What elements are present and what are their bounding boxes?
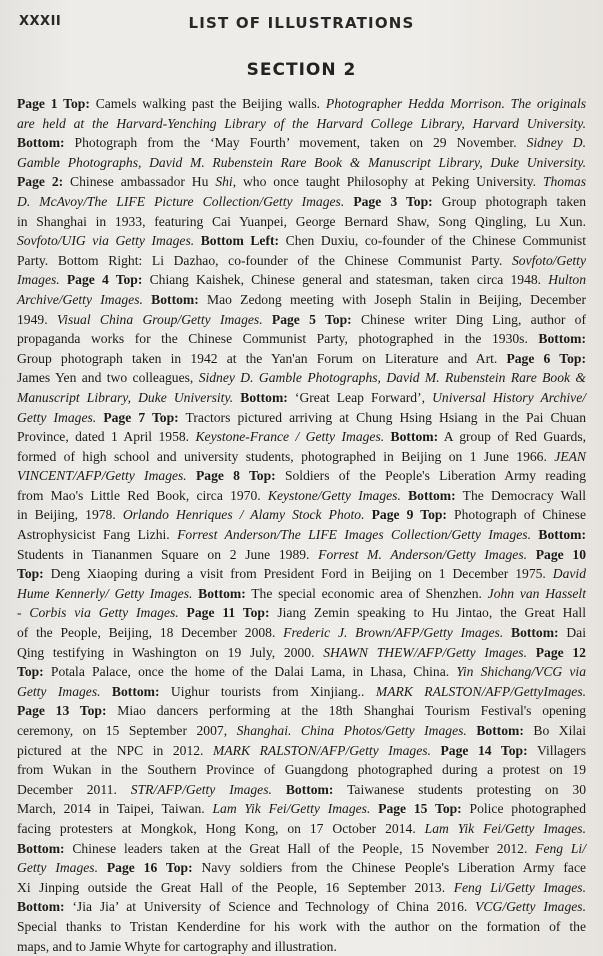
page-label: Bottom: xyxy=(17,135,65,151)
photo-credit: Keystone/Getty Images. xyxy=(267,487,401,503)
text-line xyxy=(17,643,586,663)
photo-credit: Frederic J. Brown/AFP/Getty Images. xyxy=(283,625,504,641)
caption-text xyxy=(527,547,536,562)
text-line xyxy=(17,447,586,467)
text-line xyxy=(17,603,586,623)
caption-text: Photograph of Chinese xyxy=(446,507,587,523)
page-label: Top: xyxy=(17,566,44,582)
text-line xyxy=(17,486,586,506)
page-header xyxy=(17,14,586,36)
text-line xyxy=(17,310,586,330)
photo-credit: Archive/Getty Images. xyxy=(17,291,143,307)
text-line xyxy=(17,153,586,173)
photo-credit: MARK RALSTON/AFP/GettyImages. xyxy=(375,683,587,699)
photo-credit: David xyxy=(552,566,586,582)
caption-text: Xi Jinping outside the Great Hall of the People, 16 September 2013. xyxy=(17,879,454,895)
text-line xyxy=(17,741,586,761)
caption-text: ‘Jia Jia’ at University of Science and Technology of China 2016. xyxy=(64,899,476,915)
page-label: Bottom: xyxy=(538,331,586,347)
photo-credit: Keystone-France / Getty Images. xyxy=(195,429,385,445)
photo-credit: Lam Yik Fei/Getty Images. xyxy=(424,820,586,836)
photo-credit: MARK RALSTON/AFP/Getty Images. xyxy=(213,742,431,758)
caption-text: December 2011. xyxy=(17,781,131,797)
photo-credit: Thomas xyxy=(542,174,586,190)
photo-credit: Manuscript Library, Duke University. xyxy=(17,389,234,405)
page-label: Page 16 Top: xyxy=(106,860,193,876)
page-label: Page 9 Top: xyxy=(371,507,447,523)
page-label: Bottom: xyxy=(285,781,334,797)
caption-text: Taiwanese students protesting on 30 xyxy=(333,781,587,797)
caption-text: Group photograph taken in 1942 at the Yan'an Forum on Literature and Art. xyxy=(17,350,507,366)
text-line xyxy=(17,799,586,819)
caption-text: , who once taught Philosophy at Peking University. xyxy=(232,174,543,190)
caption-text: Special thanks to Tristan Kenderdine for his work with the author on the formation of the xyxy=(17,918,586,934)
photo-credit: Getty Images. xyxy=(17,860,98,876)
photo-credit: VINCENT/AFP/Getty Images. xyxy=(17,468,187,484)
caption-text: Navy soldiers from the Chinese People's Liberation Army face xyxy=(192,860,587,876)
text-line xyxy=(17,427,586,447)
text-line xyxy=(17,545,586,565)
text-line xyxy=(17,858,586,878)
text-line xyxy=(17,878,586,898)
caption-text xyxy=(143,292,151,307)
caption-text xyxy=(60,272,67,287)
caption-text: Qing testifying in Washington on 19 July, 2000. xyxy=(17,644,324,660)
text-line xyxy=(17,388,586,408)
photo-credit: Photographer Hedda Morrison. The originals xyxy=(325,96,587,111)
photo-credit: Sovfoto/UIG via Getty Images. xyxy=(17,233,195,249)
page-label: Bottom: xyxy=(390,429,439,445)
photo-credit: Forrest M. Anderson/Getty Images. xyxy=(318,546,528,562)
photo-credit: are held at the Harvard-Yenching Library of the Harvard College Library, Harvard University. xyxy=(17,115,586,131)
running-head: LIST OF ILLUSTRATIONS xyxy=(188,14,415,32)
caption-text xyxy=(503,625,511,640)
photo-credit: Gamble Photographs, David M. Rubenstein Rare Book & Manuscript Library, Duke University. xyxy=(17,154,586,170)
caption-text: Chinese leaders taken at the Great Hall of the People, 15 November 2012. xyxy=(64,840,536,856)
caption-text: James Yen and two colleagues, xyxy=(17,370,199,386)
page-label: Bottom: xyxy=(538,527,586,543)
caption-text: propaganda works for the Chinese Communist Party, photographed in the 1930s. xyxy=(17,331,539,347)
caption-text: Province, dated 1 April 1958. xyxy=(17,429,196,445)
caption-text: Chen Duxiu, co-founder of the Chinese Communist xyxy=(279,233,586,249)
caption-text: from Mao's Little Red Book, circa 1970. xyxy=(17,487,268,503)
caption-text xyxy=(194,233,201,248)
caption-text xyxy=(527,645,536,660)
caption-text: of the People, Beijing, 18 December 2008. xyxy=(17,625,284,641)
text-line xyxy=(17,251,586,271)
page-label: Page 13 Top: xyxy=(17,703,107,719)
text-line xyxy=(17,721,586,741)
photo-credit: Getty Images. xyxy=(17,409,97,425)
text-line xyxy=(17,623,586,643)
text-line xyxy=(17,662,586,682)
caption-text: Police photographed xyxy=(461,801,587,817)
page-label: Bottom: xyxy=(408,487,456,503)
text-line xyxy=(17,368,586,388)
caption-text: Photograph from the ‘May Fourth’ movement, taken on 29 November. xyxy=(64,135,527,151)
photo-credit: Getty Images. xyxy=(17,683,101,699)
photo-credit: SHAWN THEW/AFP/Getty Images. xyxy=(323,644,527,660)
caption-text: Mao Zedong meeting with Joseph Stalin in Beijing, December xyxy=(198,291,587,307)
page-label: Bottom: xyxy=(198,585,246,601)
photo-credit: Hume Kennerly/ Getty Images. xyxy=(17,585,193,601)
text-line xyxy=(17,114,586,134)
caption-text xyxy=(370,801,378,816)
photo-credit: John van Hasselt xyxy=(487,585,586,601)
caption-text: in Shanghai in 1933, featuring Cai Yuanpei, George Bernard Shaw, Song Qingling, Lu Xun. xyxy=(17,213,586,229)
text-line xyxy=(17,349,586,369)
caption-text: ‘Great Leap Forward’, xyxy=(287,389,433,405)
caption-text: Miao dancers performing at the 18th Shanghai Tourism Festival's opening xyxy=(106,703,587,719)
page-label: Page 7 Top: xyxy=(103,409,179,425)
photo-credit: Feng Li/ xyxy=(535,840,586,856)
page-label: Bottom: xyxy=(111,683,160,699)
photo-credit: - Corbis via Getty Images. xyxy=(17,605,179,621)
text-line xyxy=(17,525,586,545)
caption-text: Uighur tourists from Xinjiang.. xyxy=(159,683,376,699)
text-line xyxy=(17,819,586,839)
caption-text xyxy=(401,488,408,503)
caption-text: March, 2014 in Taipei, Taiwan. xyxy=(17,801,213,817)
page-label: Page 4 Top: xyxy=(66,272,143,288)
text-line xyxy=(17,682,586,702)
page-label: Page 8 Top: xyxy=(195,468,276,484)
page-label: Page 11 Top: xyxy=(186,605,270,621)
photo-credit: D. McAvoy/The LIFE Picture Collection/Getty Images. xyxy=(17,193,345,209)
text-line xyxy=(17,329,586,349)
page-label: Bottom: xyxy=(17,840,65,856)
photo-credit: Feng Li/Getty Images. xyxy=(453,879,586,895)
text-line xyxy=(17,584,586,604)
caption-text: Party. Bottom Right: Li Dazhao, co-founder of the Chinese Communist Party. xyxy=(17,252,512,268)
page-number: XXXII xyxy=(19,14,62,29)
text-line xyxy=(17,839,586,859)
text-line xyxy=(17,172,586,192)
caption-text: 1949. xyxy=(17,311,57,327)
text-line xyxy=(17,760,586,780)
caption-text: Students in Tiananmen Square on 2 June 1989. xyxy=(17,546,319,562)
photo-credit: Yin Shichang/VCG via xyxy=(456,664,586,680)
caption-text: facing protesters at Mongkok, Hong Kong, on 17 October 2014. xyxy=(17,820,425,836)
caption-text: maps, and to Jamie Whyte for cartography and illustration. xyxy=(17,938,337,954)
caption-text: Chiang Kaishek, Chinese general and statesman, taken circa 1948. xyxy=(142,272,549,288)
photo-credit: Shanghai. China Photos/Getty Images. xyxy=(236,723,467,738)
text-line xyxy=(17,290,586,310)
caption-text: The special economic area of Shenzhen. xyxy=(245,585,488,601)
photo-credit: Hulton xyxy=(548,272,587,288)
page-label: Bottom: xyxy=(240,389,288,405)
caption-text: in Beijing, 1978. xyxy=(17,507,123,523)
caption-text: Jiang Zemin speaking to Hu Jintao, the Great Hall xyxy=(269,605,586,621)
caption-text xyxy=(272,782,286,797)
page-label: Page 14 Top: xyxy=(440,742,528,758)
text-line xyxy=(17,701,586,721)
text-line xyxy=(17,937,586,956)
page-label: Page 6 Top: xyxy=(506,350,586,366)
text-line xyxy=(17,897,586,917)
caption-text: Chinese ambassador Hu xyxy=(63,174,216,190)
caption-text: Chinese writer Ding Ling, author of xyxy=(351,311,587,327)
caption-text xyxy=(98,860,107,875)
photo-credit: Orlando Henriques / Alamy Stock Photo. xyxy=(122,507,365,523)
photo-credit: Universal History Archive/ xyxy=(432,389,586,405)
photo-credit: JEAN xyxy=(554,448,586,464)
caption-text: ceremony, on 15 September 2007, xyxy=(17,723,237,738)
page-label: Page 5 Top: xyxy=(271,311,352,327)
caption-text: Deng Xiaoping during a visit from President Ford in Beijing on 1 December 1975. xyxy=(43,566,553,582)
photo-credit: VCG/Getty Images. xyxy=(475,899,586,915)
photo-credit: Shi xyxy=(215,174,233,190)
photo-credit: Visual China Group/Getty Images. xyxy=(56,311,263,327)
caption-text xyxy=(431,743,441,758)
text-line xyxy=(17,133,586,153)
caption-text xyxy=(344,194,353,209)
caption-text: Bo Xilai xyxy=(523,723,586,738)
photo-credit: STR/AFP/Getty Images. xyxy=(130,781,272,797)
caption-text: Soldiers of the People's Liberation Army reading xyxy=(275,468,587,484)
caption-text: pictured at the NPC in 2012. xyxy=(17,742,214,758)
caption-text: formed of high school and university students, photographed in Beijing on 1 June 1966. xyxy=(17,448,555,464)
caption-text: A group of Red Guards, xyxy=(438,429,587,445)
caption-text xyxy=(467,723,477,738)
caption-text xyxy=(187,468,196,483)
page-label: Bottom Left: xyxy=(200,233,280,249)
page-label: Page 2: xyxy=(17,174,64,190)
page-label: Bottom: xyxy=(511,625,559,641)
photo-credit: Images. xyxy=(17,272,60,288)
caption-text: Potala Palace, once the home of the Dalai Lama, in Lhasa, China. xyxy=(43,664,457,680)
caption-text: Tractors pictured arriving at Chung Hsing Hsiang in the Pai Chuan xyxy=(178,409,587,425)
section-title: SECTION 2 xyxy=(246,60,357,80)
photo-credit: Forrest Anderson/The LIFE Images Collection/Getty Images. xyxy=(177,527,531,543)
caption-text: The Democracy Wall xyxy=(455,487,586,503)
text-line xyxy=(17,94,586,114)
illustration-credits-text xyxy=(17,94,586,956)
caption-text: Group photograph taken xyxy=(432,193,586,209)
text-line xyxy=(17,780,586,800)
photo-credit: Sidney D. Gamble Photographs, David M. Rubenstein Rare Book & xyxy=(198,370,586,386)
caption-text: Villagers xyxy=(527,742,586,758)
text-line xyxy=(17,408,586,428)
page-label: Bottom: xyxy=(17,899,65,915)
text-line xyxy=(17,564,586,584)
page-label: Page 3 Top: xyxy=(353,193,433,209)
text-line xyxy=(17,917,586,937)
caption-text: Astrophysicist Fang Lizhi. xyxy=(17,527,178,543)
caption-text: Camels walking past the Beijing walls. xyxy=(89,96,326,111)
text-line xyxy=(17,192,586,212)
caption-text: Dai xyxy=(558,625,586,641)
page-label: Page 1 Top: xyxy=(17,96,90,111)
text-line xyxy=(17,270,586,290)
text-line xyxy=(17,231,586,251)
page-label: Page 10 xyxy=(535,546,586,562)
photo-credit: Lam Yik Fei/Getty Images. xyxy=(212,801,371,817)
text-line xyxy=(17,212,586,232)
photo-credit: Sidney D. xyxy=(526,135,586,151)
page-label: Top: xyxy=(17,664,44,680)
page-label: Page 15 Top: xyxy=(378,801,462,817)
caption-text xyxy=(101,684,112,699)
page-label: Bottom: xyxy=(151,291,199,307)
text-line xyxy=(17,466,586,486)
caption-text xyxy=(263,312,272,327)
caption-text xyxy=(179,605,187,620)
text-line xyxy=(17,505,586,525)
page-label: Bottom: xyxy=(476,723,524,738)
caption-text: from Wukan in the Southern Province of Guangdong photographed during a protest on 19 xyxy=(17,762,586,778)
page-label: Page 12 xyxy=(535,644,586,660)
photo-credit: Sovfoto/Getty xyxy=(512,252,586,268)
caption-text xyxy=(365,507,372,522)
